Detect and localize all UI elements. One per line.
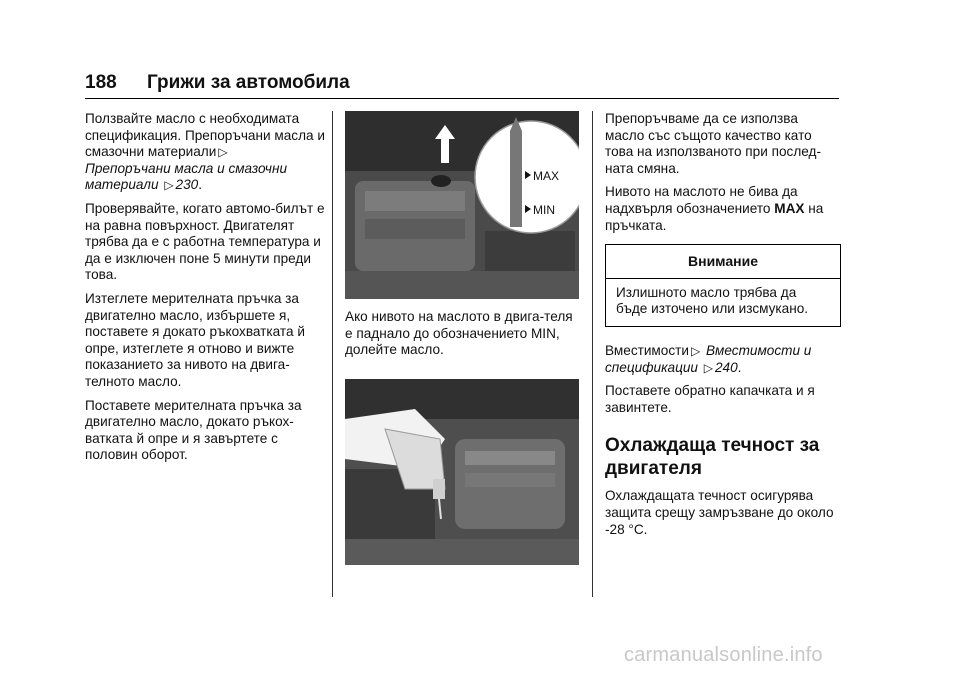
warning-box bbox=[605, 244, 841, 327]
paragraph-oil-quality: Препоръчваме да се използва масло със същото качество като това на използваното при послед-ната смяна. bbox=[605, 111, 821, 176]
paragraph-max-level bbox=[605, 184, 841, 234]
paragraph-check-conditions: Проверявайте, когато автомо-билът е на равна повърхност. Двигателят трябва да е с работна температура и да е изключен поне 5 минути преди това. bbox=[85, 200, 325, 283]
oil-filling-figure bbox=[345, 379, 579, 565]
page-reference-icon: ▷ bbox=[164, 178, 174, 193]
reference-link[interactable]: Препоръчани масла и смазочни материали bbox=[85, 160, 288, 193]
reference-page[interactable]: 240 bbox=[714, 359, 738, 375]
page-reference-icon: ▷ bbox=[218, 145, 228, 160]
text: на пръчката. bbox=[605, 200, 824, 233]
paragraph-insert-dipstick: Поставете мерителната пръчка за двигателно масло, докато ръкох-ватката й опре и я завъртете с половин оборот. bbox=[85, 397, 302, 463]
text: масла и смазочни материали bbox=[85, 127, 325, 160]
page-reference-icon: ▷ bbox=[690, 343, 701, 358]
page-reference-icon: ▷ bbox=[703, 360, 713, 375]
section-title: Грижи за автомобила bbox=[147, 72, 350, 93]
warning-body: Излишното масло трябва да бъде източено или изсмукано. bbox=[616, 284, 809, 317]
oil-filling-illustration bbox=[345, 379, 579, 565]
warning-title: Внимание bbox=[606, 245, 840, 279]
coolant-heading: Охлаждаща течност за двигателя bbox=[605, 435, 820, 480]
page-header bbox=[85, 68, 839, 99]
paragraph-oil-spec: Ползвайте масло с необходимата спецификация. Препоръчани масла и смазочни материали ▷ Препоръчани масла и смазочни материали ▷ 230. bbox=[85, 111, 325, 193]
column-2 bbox=[345, 111, 583, 565]
paragraph-top-up: Ако нивото на маслото в двига-теля е паднало до обозначението MIN, долейте масло. bbox=[345, 309, 573, 358]
page-number: 188 bbox=[85, 72, 117, 93]
paragraph-capacities: Вместимости ▷ Вместимости и спецификации ▷ 240. bbox=[605, 342, 812, 375]
text: Ползвайте масло с необходимата bbox=[85, 111, 300, 126]
max-mark-label: MAX bbox=[774, 200, 805, 216]
watermark: carmanualsonline.info bbox=[624, 644, 823, 666]
engine-dipstick-figure bbox=[345, 111, 579, 299]
dipstick-max-label: MAX bbox=[533, 169, 560, 183]
text: Нивото на маслото не бива да надхвърля обозначението bbox=[605, 184, 798, 216]
column-divider bbox=[332, 111, 333, 597]
engine-dipstick-illustration bbox=[345, 111, 579, 299]
column-3 bbox=[605, 111, 841, 545]
reference-page[interactable]: 230 bbox=[175, 177, 199, 193]
paragraph-pull-dipstick: Изтеглете мерителната пръчка за двигателно масло, избършете я, поставете я докато ръкохватката й опре, изтеглете я отново и вижте показанието за нивото на двига-телното масло. bbox=[85, 290, 305, 389]
text: Вместимости bbox=[605, 342, 689, 358]
text: спецификация. Препоръчани bbox=[85, 127, 271, 143]
column-1 bbox=[85, 111, 325, 471]
dipstick-min-label: MIN bbox=[533, 203, 555, 217]
reference-link[interactable]: Вместимости и спецификации bbox=[605, 342, 812, 375]
column-divider bbox=[592, 111, 593, 597]
paragraph-replace-cap: Поставете обратно капачката и я завинтете. bbox=[605, 383, 815, 415]
paragraph-coolant: Охлаждащата течност осигурява защита срещу замръзване до около -28 °C. bbox=[605, 488, 834, 537]
